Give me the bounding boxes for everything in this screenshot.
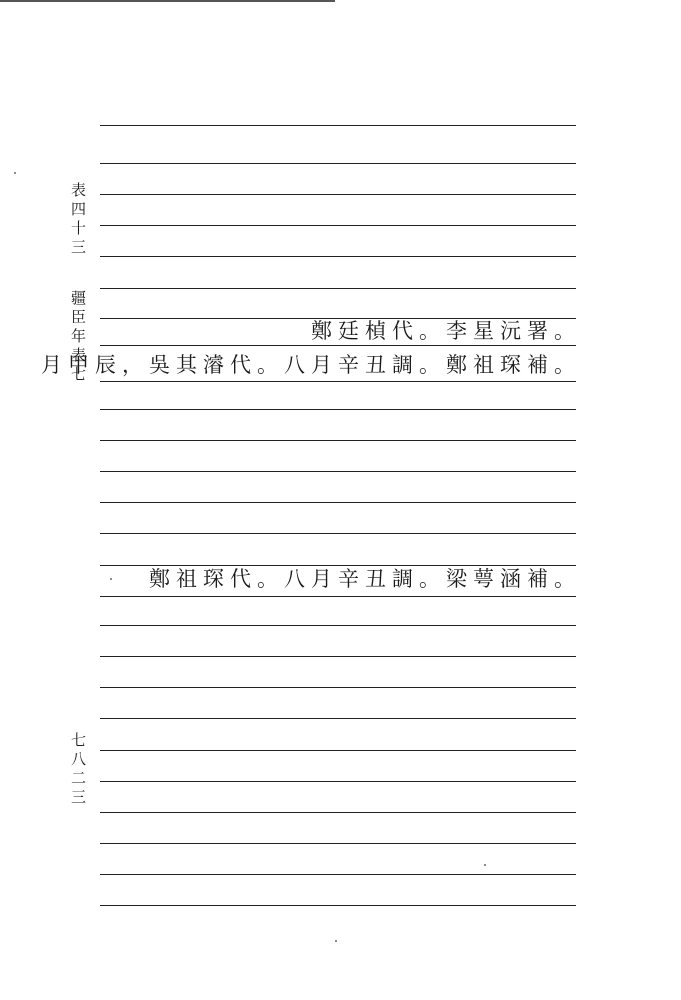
ruled-line [100, 345, 576, 346]
ruled-line [100, 781, 576, 782]
ruled-line [100, 905, 576, 906]
page-number: 七八二三 [69, 732, 87, 808]
ruled-line [100, 381, 576, 382]
ruled-line [100, 440, 576, 441]
ruled-line [100, 625, 576, 626]
scan-speck [484, 864, 486, 866]
ruled-line [100, 163, 576, 164]
scan-speck [110, 578, 112, 580]
ruled-line [100, 687, 576, 688]
ruled-line [100, 256, 576, 257]
entry-row-2: 月甲辰，吳其濬代。八月辛丑調。鄭祖琛補。 [41, 353, 581, 377]
ruled-line [100, 502, 576, 503]
scan-edge-rule [0, 0, 335, 2]
ruled-line [100, 471, 576, 472]
ruled-line [100, 750, 576, 751]
entry-row-1: 鄭廷楨代。李星沅署。 [311, 319, 581, 343]
ruled-line [100, 656, 576, 657]
ruled-line [100, 288, 576, 289]
ruled-line [100, 533, 576, 534]
scan-speck [335, 940, 337, 942]
ruled-line [100, 718, 576, 719]
ruled-line [100, 843, 576, 844]
ruled-line [100, 409, 576, 410]
ruled-line [100, 874, 576, 875]
table-subtitle: 疆臣年表七 [69, 290, 87, 385]
entry-row-3: 鄭祖琛代。八月辛丑調。梁萼涵補。 [149, 567, 581, 591]
ruled-line [100, 596, 576, 597]
table-title: 表四十三 [69, 182, 87, 258]
ruled-line [100, 194, 576, 195]
ruled-line [100, 225, 576, 226]
ruled-line [100, 812, 576, 813]
ruled-line [100, 125, 576, 126]
scan-speck [14, 172, 16, 174]
